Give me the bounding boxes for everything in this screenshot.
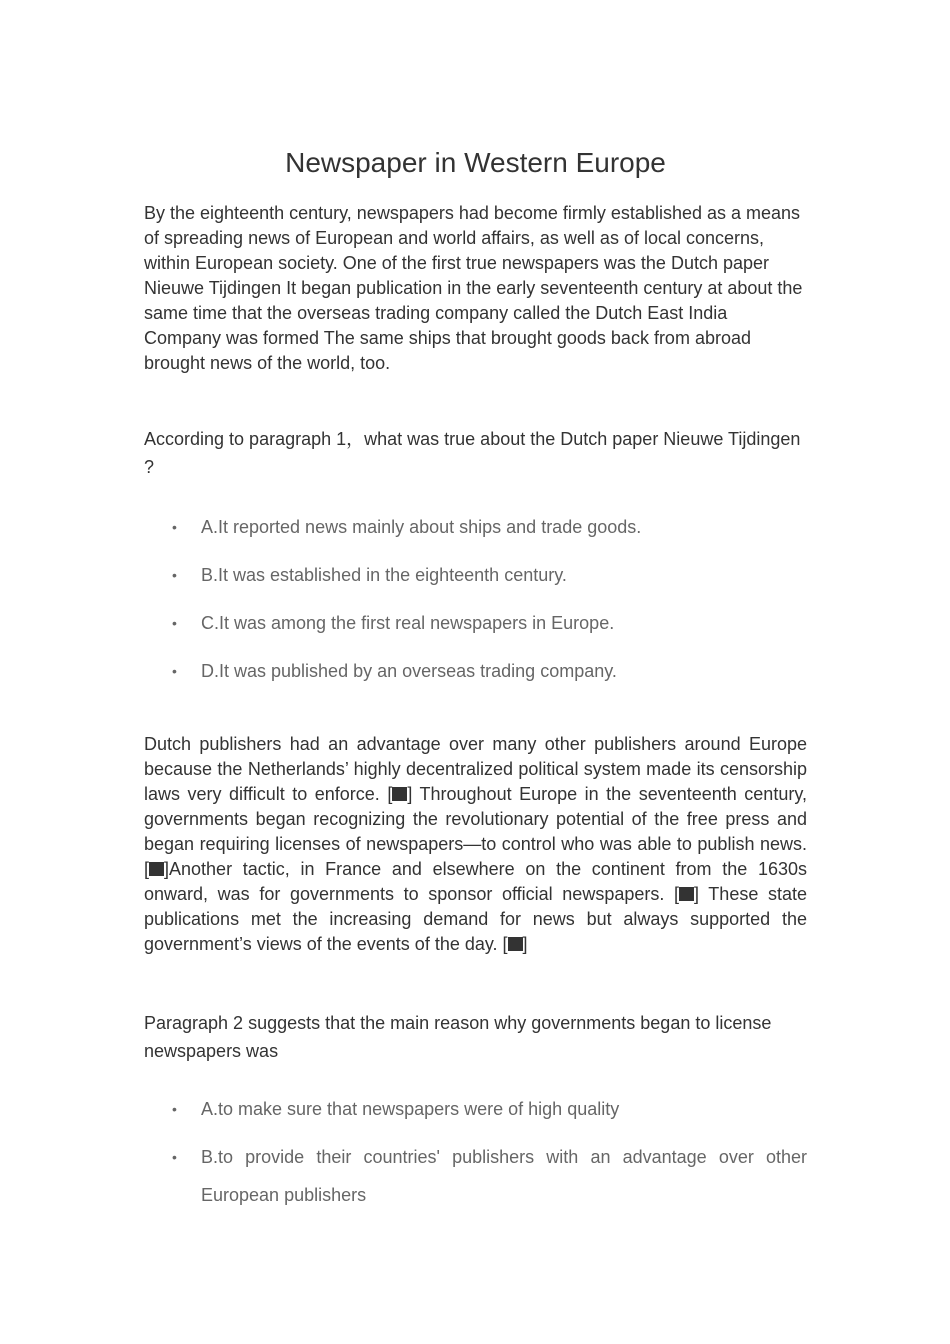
page-title: Newspaper in Western Europe (285, 147, 666, 178)
question-2-option-b[interactable] (144, 1138, 807, 1214)
option-label: C.It was among the first real newspapers in Europe. (201, 613, 615, 633)
paragraph-2 (144, 732, 807, 957)
option-label: B.It was established in the eighteenth century. (201, 565, 567, 585)
paragraph-2-text: ]Another tactic, in France and elsewhere on the continent from the 1630s onward, was for governments to sponsor official newspapers. [ (144, 859, 807, 904)
bullet-icon: • (172, 1149, 177, 1165)
question-1-prompt: According to paragraph 1，what was true about the Dutch paper Nieuwe Tijdingen ? (144, 429, 801, 477)
paragraph-2-text: ] These state publications met the increasing demand for news but always supported the government’s views of the events of the day. [ (144, 884, 807, 954)
paragraph-1: By the eighteenth century, newspapers had become firmly established as a means of spreading news of European and world affairs, as well as of local concerns, within European society. One of the first true newspapers was the Dutch paper Nieuwe Tijdingen It began publication in the early seventeenth century at about the same time that the overseas trading company called the Dutch East India Company was formed The same ships that brought goods back from abroad brought news of the world, too. (144, 203, 803, 373)
bullet-icon: • (172, 615, 177, 631)
option-label: A.It reported news mainly about ships and trade goods. (201, 517, 642, 537)
question-1-option-c[interactable] (144, 604, 807, 642)
question-1-options (144, 508, 807, 700)
option-label: A.to make sure that newspapers were of high quality (201, 1099, 620, 1119)
option-label: B.to provide their countries' publishers with an advantage over other European publishers (201, 1147, 807, 1205)
bullet-icon: • (172, 1101, 177, 1117)
option-label: D.It was published by an overseas trading company. (201, 661, 617, 681)
paragraph-2-text: ] (522, 934, 528, 954)
insert-square-icon[interactable] (679, 887, 694, 901)
question-1-option-d[interactable] (144, 652, 807, 690)
paragraph-2-text: ] Throughout Europe in the seventeenth century, governments began recognizing the revolutionary potential of the free press and began requiring licenses of newspapers—to control who was able to publish news. [ (144, 784, 807, 879)
bullet-icon: • (172, 519, 177, 535)
insert-square-icon[interactable] (392, 787, 407, 801)
question-1-option-a[interactable] (144, 508, 807, 546)
question-2-option-a[interactable] (144, 1090, 807, 1128)
insert-square-icon[interactable] (149, 862, 164, 876)
bullet-icon: • (172, 663, 177, 679)
paragraph-2-text: Dutch publishers had an advantage over many other publishers around Europe because the Netherlands’ highly decentralized political system made its censorship laws very difficult to enforce. [ (144, 734, 807, 804)
bullet-icon: • (172, 567, 177, 583)
question-2-options (144, 1090, 807, 1224)
question-2-prompt: Paragraph 2 suggests that the main reason why governments began to license newspapers was (144, 1013, 772, 1061)
insert-square-icon[interactable] (508, 937, 523, 951)
question-1-option-b[interactable] (144, 556, 807, 594)
